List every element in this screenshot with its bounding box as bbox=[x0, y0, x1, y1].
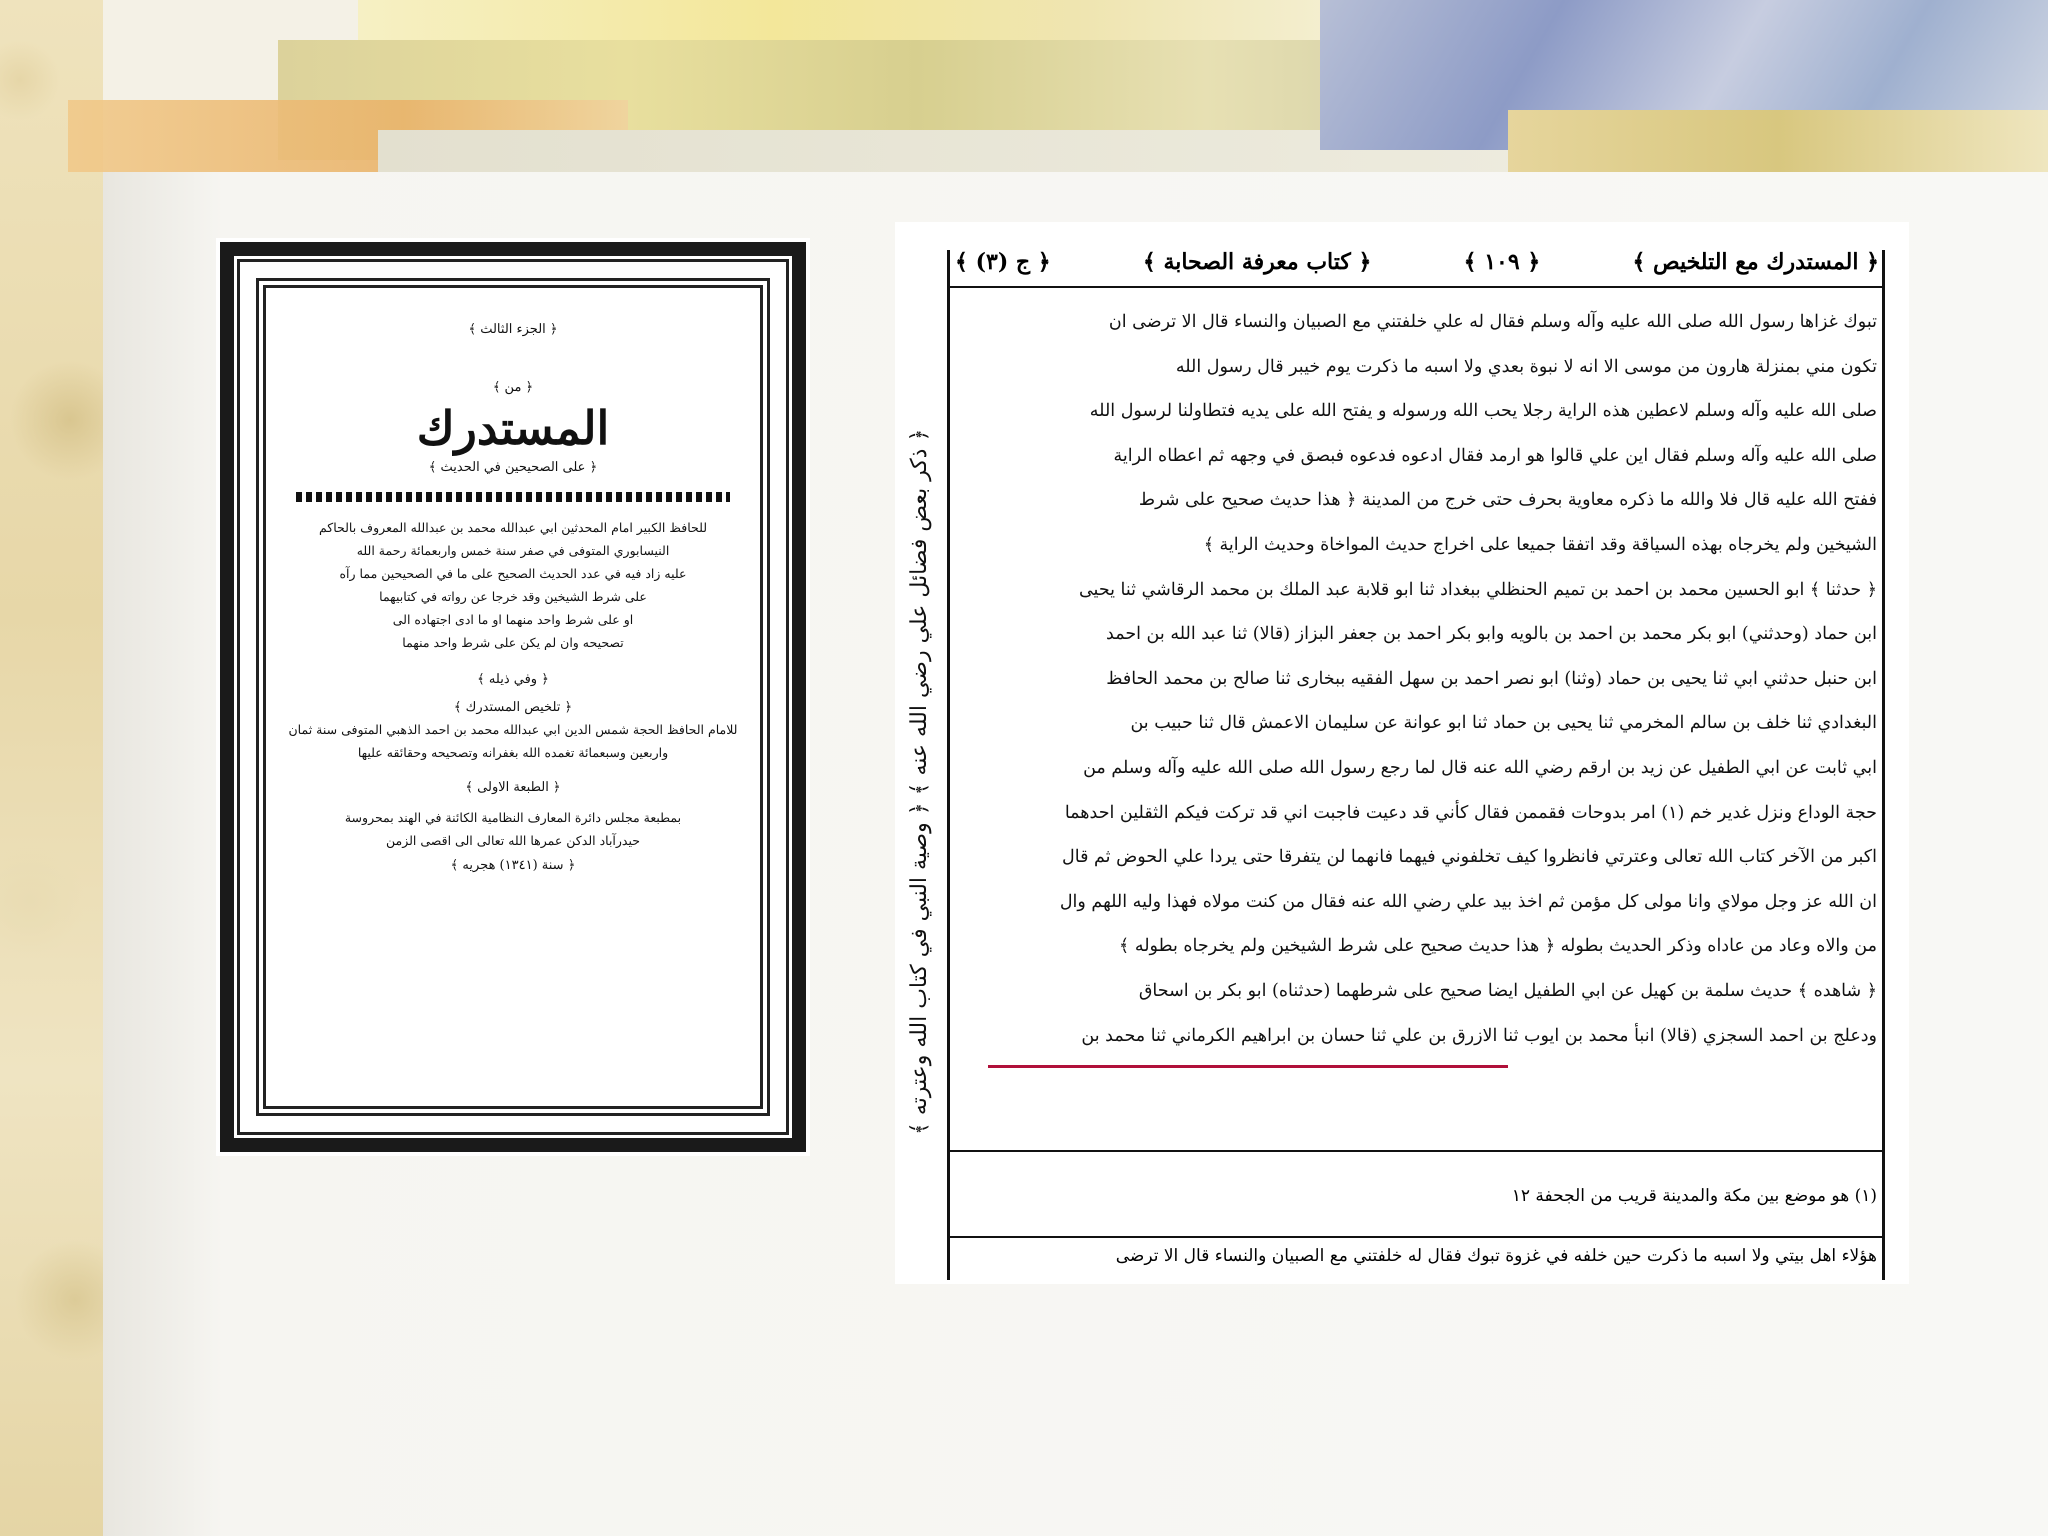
continuation-line: هؤلاء اهل بيتي ولا اسبه ما ذكرت حين خلفه في غزوة تبوك فقال له خلفتني مع الصبيان والنساء قال الا ترضى bbox=[1115, 1246, 1877, 1266]
cover-title: المستدرك bbox=[416, 401, 610, 455]
text-line: صلى الله عليه وآله وسلم فقال اين علي قالوا هو ارمد فقال ادعوه فدعوه فبصق في وجهه ثم اعطاه الراية bbox=[1113, 445, 1877, 466]
text-line: صلى الله عليه وآله وسلم لاعطين هذه الراية رجلا يحب الله ورسوله و يفتح الله على يديه فتطاولنا لرسول الله bbox=[1089, 401, 1877, 422]
highlight-underline bbox=[988, 1065, 1508, 1068]
text-line: ﴿ حدثنا ﴾ ابو الحسين محمد بن احمد بن تميم الحنظلي ببغداد ثنا ابو قلابة عبد الملك بن محمد الرقاشي ثنا يحيى bbox=[1078, 579, 1877, 600]
ornamental-divider bbox=[296, 492, 730, 502]
footnote: (١) هو موضع بين مكة والمدينة قريب من الجحفة ١٢ bbox=[1511, 1186, 1877, 1206]
cover-subtitle: ﴿ على الصحيحين في الحديث ﴾ bbox=[428, 460, 598, 475]
parchment-strip bbox=[0, 0, 103, 1536]
cover-press-line: حيدرآباد الدكن عمرها الله تعالى الى اقصى الزمن bbox=[386, 833, 640, 848]
text-line: ابي ثابت عن ابي الطفيل عن زيد بن ارقم رضي الله عنه قال لما رجع رسول الله صلى الله عليه وآله وسلم من bbox=[1083, 757, 1877, 778]
text-line: ﴿ شاهده ﴾ حديث سلمة بن كهيل عن ابي الطفيل ايضا صحيح على شرطهما (حدثناه) ابو بكر بن اسحاق bbox=[1138, 980, 1877, 1001]
cover-author-line: عليه زاد فيه في عدد الحديث الصحيح على ما في الصحيحين مما رآه bbox=[339, 566, 687, 581]
cover-part: ﴿ الجزء الثالث ﴾ bbox=[468, 322, 558, 337]
header-book: ﴿ المستدرك مع التلخيص ﴾ bbox=[1632, 249, 1879, 275]
text-line: من والاه وعاد من عاداه وذكر الحديث بطوله ﴿ هذا حديث صحيح على شرط الشيخين ولم يخرجاه بطوله ﴾ bbox=[1119, 936, 1877, 957]
cover-author-line: النيسابوري المتوفى في صفر سنة خمس واربعمائة رحمة الله bbox=[356, 543, 670, 558]
margin-rule bbox=[1882, 250, 1885, 1280]
header-rule bbox=[947, 286, 1885, 288]
text-line: ابن حماد (وحدثني) ابو بكر محمد بن احمد بن بالويه وابو بكر احمد بن جعفر البزاز (قالا) ثنا عبد الله بن احمد bbox=[1106, 624, 1877, 645]
text-line: الشيخين ولم يخرجاه بهذه السياقة وقد اتفقا جميعا على اخراج حديث المواخاة وحديث الراية ﴾ bbox=[1203, 534, 1877, 555]
text-line: تكون مني بمنزلة هارون من موسى الا انه لا نبوة بعدي ولا اسبه ما ذكرت يوم خيبر قال رسول الله bbox=[1175, 356, 1877, 377]
text-line: حجة الوداع ونزل غدير خم (١) امر بدوحات فقممن فقال كأني قد دعيت فاجبت اني قد تركت فيكم الثقلين احدهما bbox=[1064, 802, 1877, 823]
page-body bbox=[959, 300, 1877, 1058]
cover-author-line: للحافظ الكبير امام المحدثين ابي عبدالله محمد بن عبدالله المعروف بالحاكم bbox=[318, 520, 708, 535]
header-page-number: ﴿ ١٠٩ ﴾ bbox=[1463, 249, 1541, 275]
cover-author-line: على شرط الشيخين وقد خرجا عن رواته في كتابيهما bbox=[379, 589, 647, 604]
footnote-rule bbox=[947, 1236, 1885, 1238]
header-volume: ﴿ ج (٣) ﴾ bbox=[955, 249, 1051, 275]
page-header bbox=[955, 242, 1879, 282]
cover-appendix: ﴿ وفي ذيله ﴾ bbox=[477, 672, 549, 687]
text-line: ابن حنبل حدثني ابي ثنا يحيى بن حماد (وثنا) ابو نصر احمد بن سهل الفقيه ببخارى ثنا صالح بن محمد الحافظ bbox=[1106, 668, 1877, 689]
book-cover-scan bbox=[216, 238, 810, 1156]
cover-talkhis: ﴿ تلخيص المستدرك ﴾ bbox=[453, 700, 573, 715]
cover-edition: ﴿ الطبعة الاولى ﴾ bbox=[465, 780, 561, 795]
cover-dhahabi-line: للامام الحافظ الحجة شمس الدين ابي عبدالله محمد بن احمد الذهبي المتوفى سنة ثمان bbox=[288, 722, 738, 737]
text-line: ففتح الله عليه قال فلا والله ما ذكره معاوية بحرف حتى خرج من المدينة ﴿ هذا حديث صحيح على شرط bbox=[1138, 490, 1877, 511]
margin-note: ﴿ ذكر بعض فضائل علي رضي الله عنه ﴾ ﴿ وصية النبي في كتاب الله وعترته ﴾ bbox=[907, 428, 932, 1136]
manuscript-page-scan bbox=[895, 222, 1909, 1284]
cover-press-line: بمطبعة مجلس دائرة المعارف النظامية الكائنة في الهند بمحروسة bbox=[344, 810, 682, 825]
cover-author-line: او على شرط واحد منهما او ما ادى اجتهاده الى bbox=[392, 612, 634, 627]
cover-dhahabi-line: واربعين وسبعمائة تغمده الله بغفرانه وتصحيحه وحقائقه عليها bbox=[357, 745, 669, 760]
footnote-rule bbox=[947, 1150, 1885, 1152]
text-line: ودعلج بن احمد السجزي (قالا) انبأ محمد بن ايوب ثنا الازرق بن علي ثنا حسان بن ابراهيم الكرماني ثنا محمد بن bbox=[1081, 1025, 1877, 1046]
cover-text bbox=[276, 298, 750, 1096]
cover-author-line: تصحيحه وان لم يكن على شرط واحد منهما bbox=[402, 635, 624, 650]
cover-from: ﴿ من ﴾ bbox=[492, 380, 534, 395]
text-line: تبوك غزاها رسول الله صلى الله عليه وآله وسلم فقال له علي خلفتني مع الصبيان والنساء قال الا ترضى ان bbox=[1108, 312, 1877, 332]
header-chapter: ﴿ كتاب معرفة الصحابة ﴾ bbox=[1142, 249, 1372, 275]
text-line: اكبر من الآخر كتاب الله تعالى وعترتي فانظروا كيف تخلفوني فيهما فانهما لن يتفرقا حتى يردا علي الحوض ثم قال bbox=[1062, 847, 1877, 868]
decorative-banner bbox=[68, 0, 2048, 172]
text-line: ان الله عز وجل مولاي وانا مولى كل مؤمن ثم اخذ بيد علي رضي الله عنه فقال من كنت مولاه فهذا وليه اللهم وال bbox=[1059, 891, 1877, 912]
text-line: البغدادي ثنا خلف بن سالم المخرمي ثنا يحيى بن حماد ثنا ابو عوانة عن سليمان الاعمش قال ثنا حبيب بن bbox=[1130, 713, 1877, 734]
cover-year: ﴿ سنة (١٣٤١) هجريه ﴾ bbox=[450, 858, 576, 873]
